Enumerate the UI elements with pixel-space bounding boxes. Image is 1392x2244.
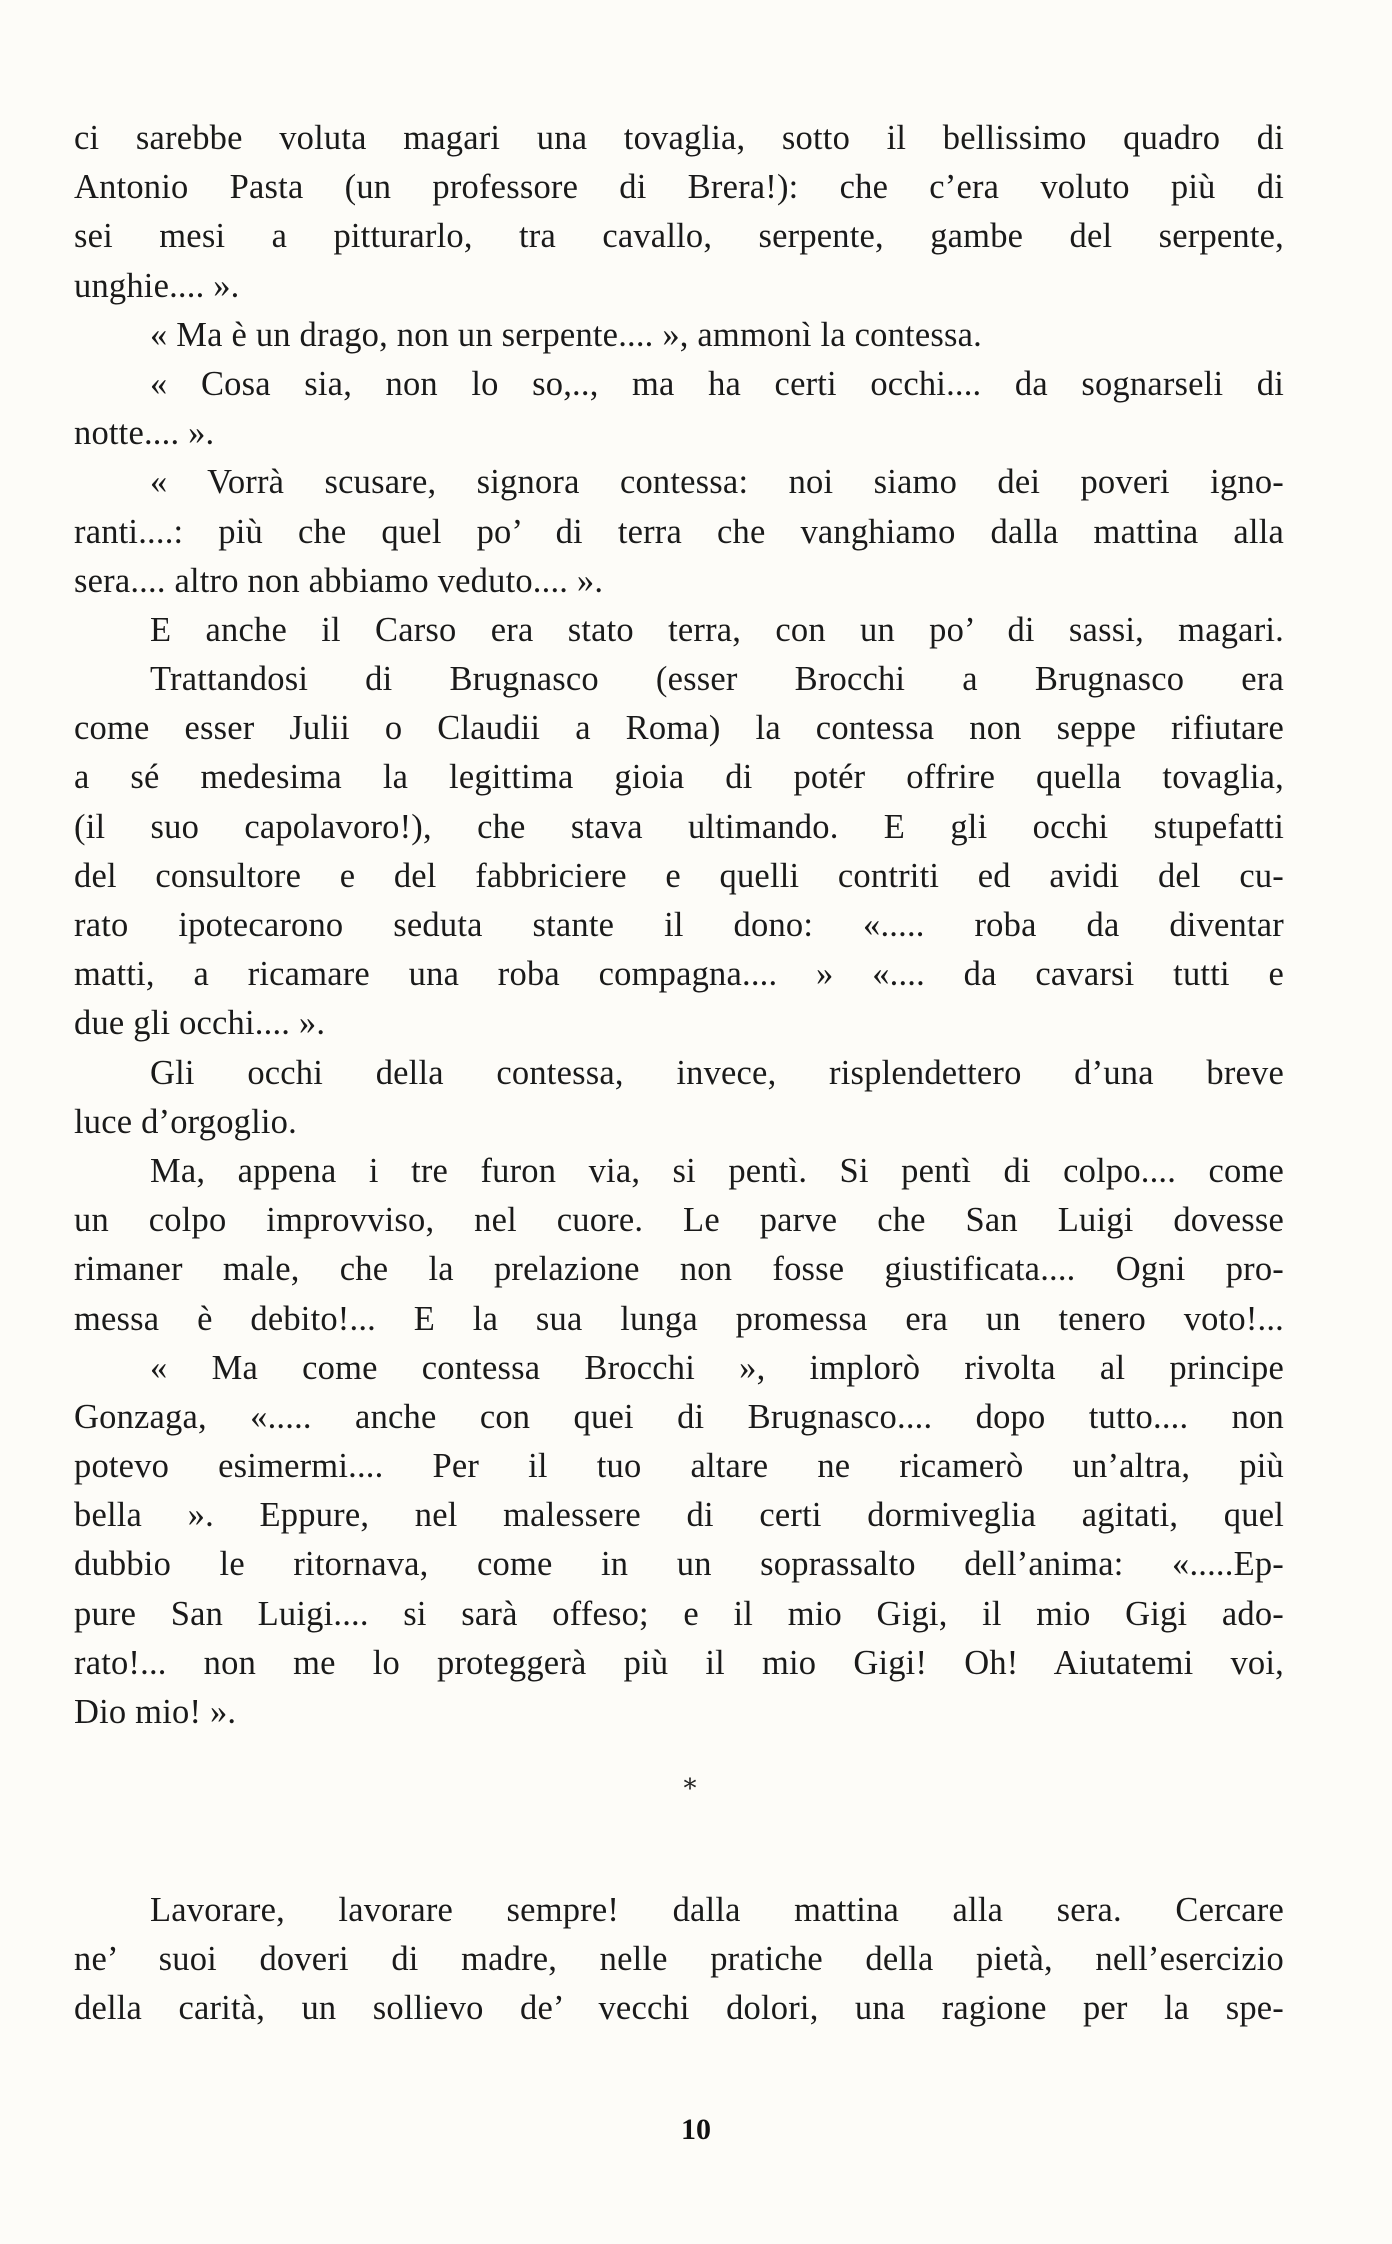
text-line: notte.... ».	[74, 414, 215, 453]
text-line: Lavorare, lavorare sempre! dalla mattina alla sera. Cercare	[150, 1891, 1284, 1929]
text-line: della carità, un sollievo de’ vecchi dolori, una ragione per la spe-	[74, 1989, 1284, 2028]
text-line: del consultore e del fabbriciere e quelli contriti ed avidi del cu-	[74, 856, 1284, 895]
text-line: matti, a ricamare una roba compagna.... » «.... da cavarsi tutti e	[74, 955, 1284, 994]
text-line: ne’ suoi doveri di madre, nelle pratiche della pietà, nell’esercizio	[74, 1940, 1284, 1979]
text-line: Gli occhi della contessa, invece, risplendettero d’una breve	[150, 1053, 1284, 1092]
page-number: 10	[681, 2113, 711, 2146]
main-text-block	[74, 114, 1284, 1737]
text-line: messa è debito!... E la sua lunga promessa era un tenero voto!...	[74, 1299, 1284, 1338]
text-line: sera.... altro non abbiamo veduto.... ».	[74, 561, 604, 600]
text-line: sei mesi a pitturarlo, tra cavallo, serpente, gambe del serpente,	[74, 217, 1284, 256]
text-line: « Ma come contessa Brocchi », implorò rivolta al principe	[150, 1348, 1284, 1387]
section-separator-asterisk: *	[683, 1774, 697, 1804]
text-line: (il suo capolavoro!), che stava ultimando. E gli occhi stupefatti	[74, 807, 1284, 846]
text-line: Ma, appena i tre furon via, si pentì. Si pentì di colpo.... come	[150, 1151, 1284, 1190]
text-line: dubbio le ritornava, come in un soprassalto dell’anima: «.....Ep-	[74, 1545, 1284, 1584]
text-line: « Cosa sia, non lo so,.., ma ha certi occhi.... da sognarseli di	[150, 364, 1284, 403]
text-line: Trattandosi di Brugnasco (esser Brocchi a Brugnasco era	[150, 660, 1284, 699]
text-line: pure San Luigi.... si sarà offeso; e il mio Gigi, il mio Gigi ado-	[74, 1594, 1284, 1633]
text-line: rato ipotecarono seduta stante il dono: «..... roba da diventar	[74, 906, 1284, 944]
text-line: come esser Julii o Claudii a Roma) la contessa non seppe rifiutare	[74, 709, 1284, 748]
text-line: a sé medesima la legittima gioia di potér offrire quella tovaglia,	[74, 758, 1284, 797]
text-line: rato!... non me lo proteggerà più il mio Gigi! Oh! Aiutatemi voi,	[74, 1643, 1284, 1682]
text-line: ranti....: più che quel po’ di terra che vanghiamo dalla mattina alla	[74, 512, 1284, 551]
new-section-text-block	[74, 1886, 1284, 2034]
text-line: Dio mio! ».	[74, 1693, 237, 1731]
text-line: rimaner male, che la prelazione non fosse giustificata.... Ogni pro-	[74, 1250, 1284, 1289]
text-line: bella ». Eppure, nel malessere di certi dormiveglia agitati, quel	[74, 1496, 1284, 1535]
text-line: unghie.... ».	[74, 266, 240, 305]
text-line: potevo esimermi.... Per il tuo altare ne ricamerò un’altra, più	[74, 1447, 1284, 1486]
text-line: luce d’orgoglio.	[74, 1102, 297, 1141]
text-line: un colpo improvviso, nel cuore. Le parve che San Luigi dovesse	[74, 1201, 1284, 1240]
text-line: « Vorrà scusare, signora contessa: noi siamo dei poveri igno-	[150, 463, 1284, 502]
text-line: E anche il Carso era stato terra, con un po’ di sassi, magari.	[150, 610, 1284, 649]
text-line: due gli occhi.... ».	[74, 1004, 326, 1043]
text-line: ci sarebbe voluta magari una tovaglia, sotto il bellissimo quadro di	[74, 119, 1284, 157]
text-line: « Ma è un drago, non un serpente.... », ammonì la contessa.	[150, 315, 982, 354]
text-line: Antonio Pasta (un professore di Brera!): che c’era voluto più di	[74, 168, 1284, 207]
text-line: Gonzaga, «..... anche con quei di Brugnasco.... dopo tutto.... non	[74, 1397, 1284, 1436]
